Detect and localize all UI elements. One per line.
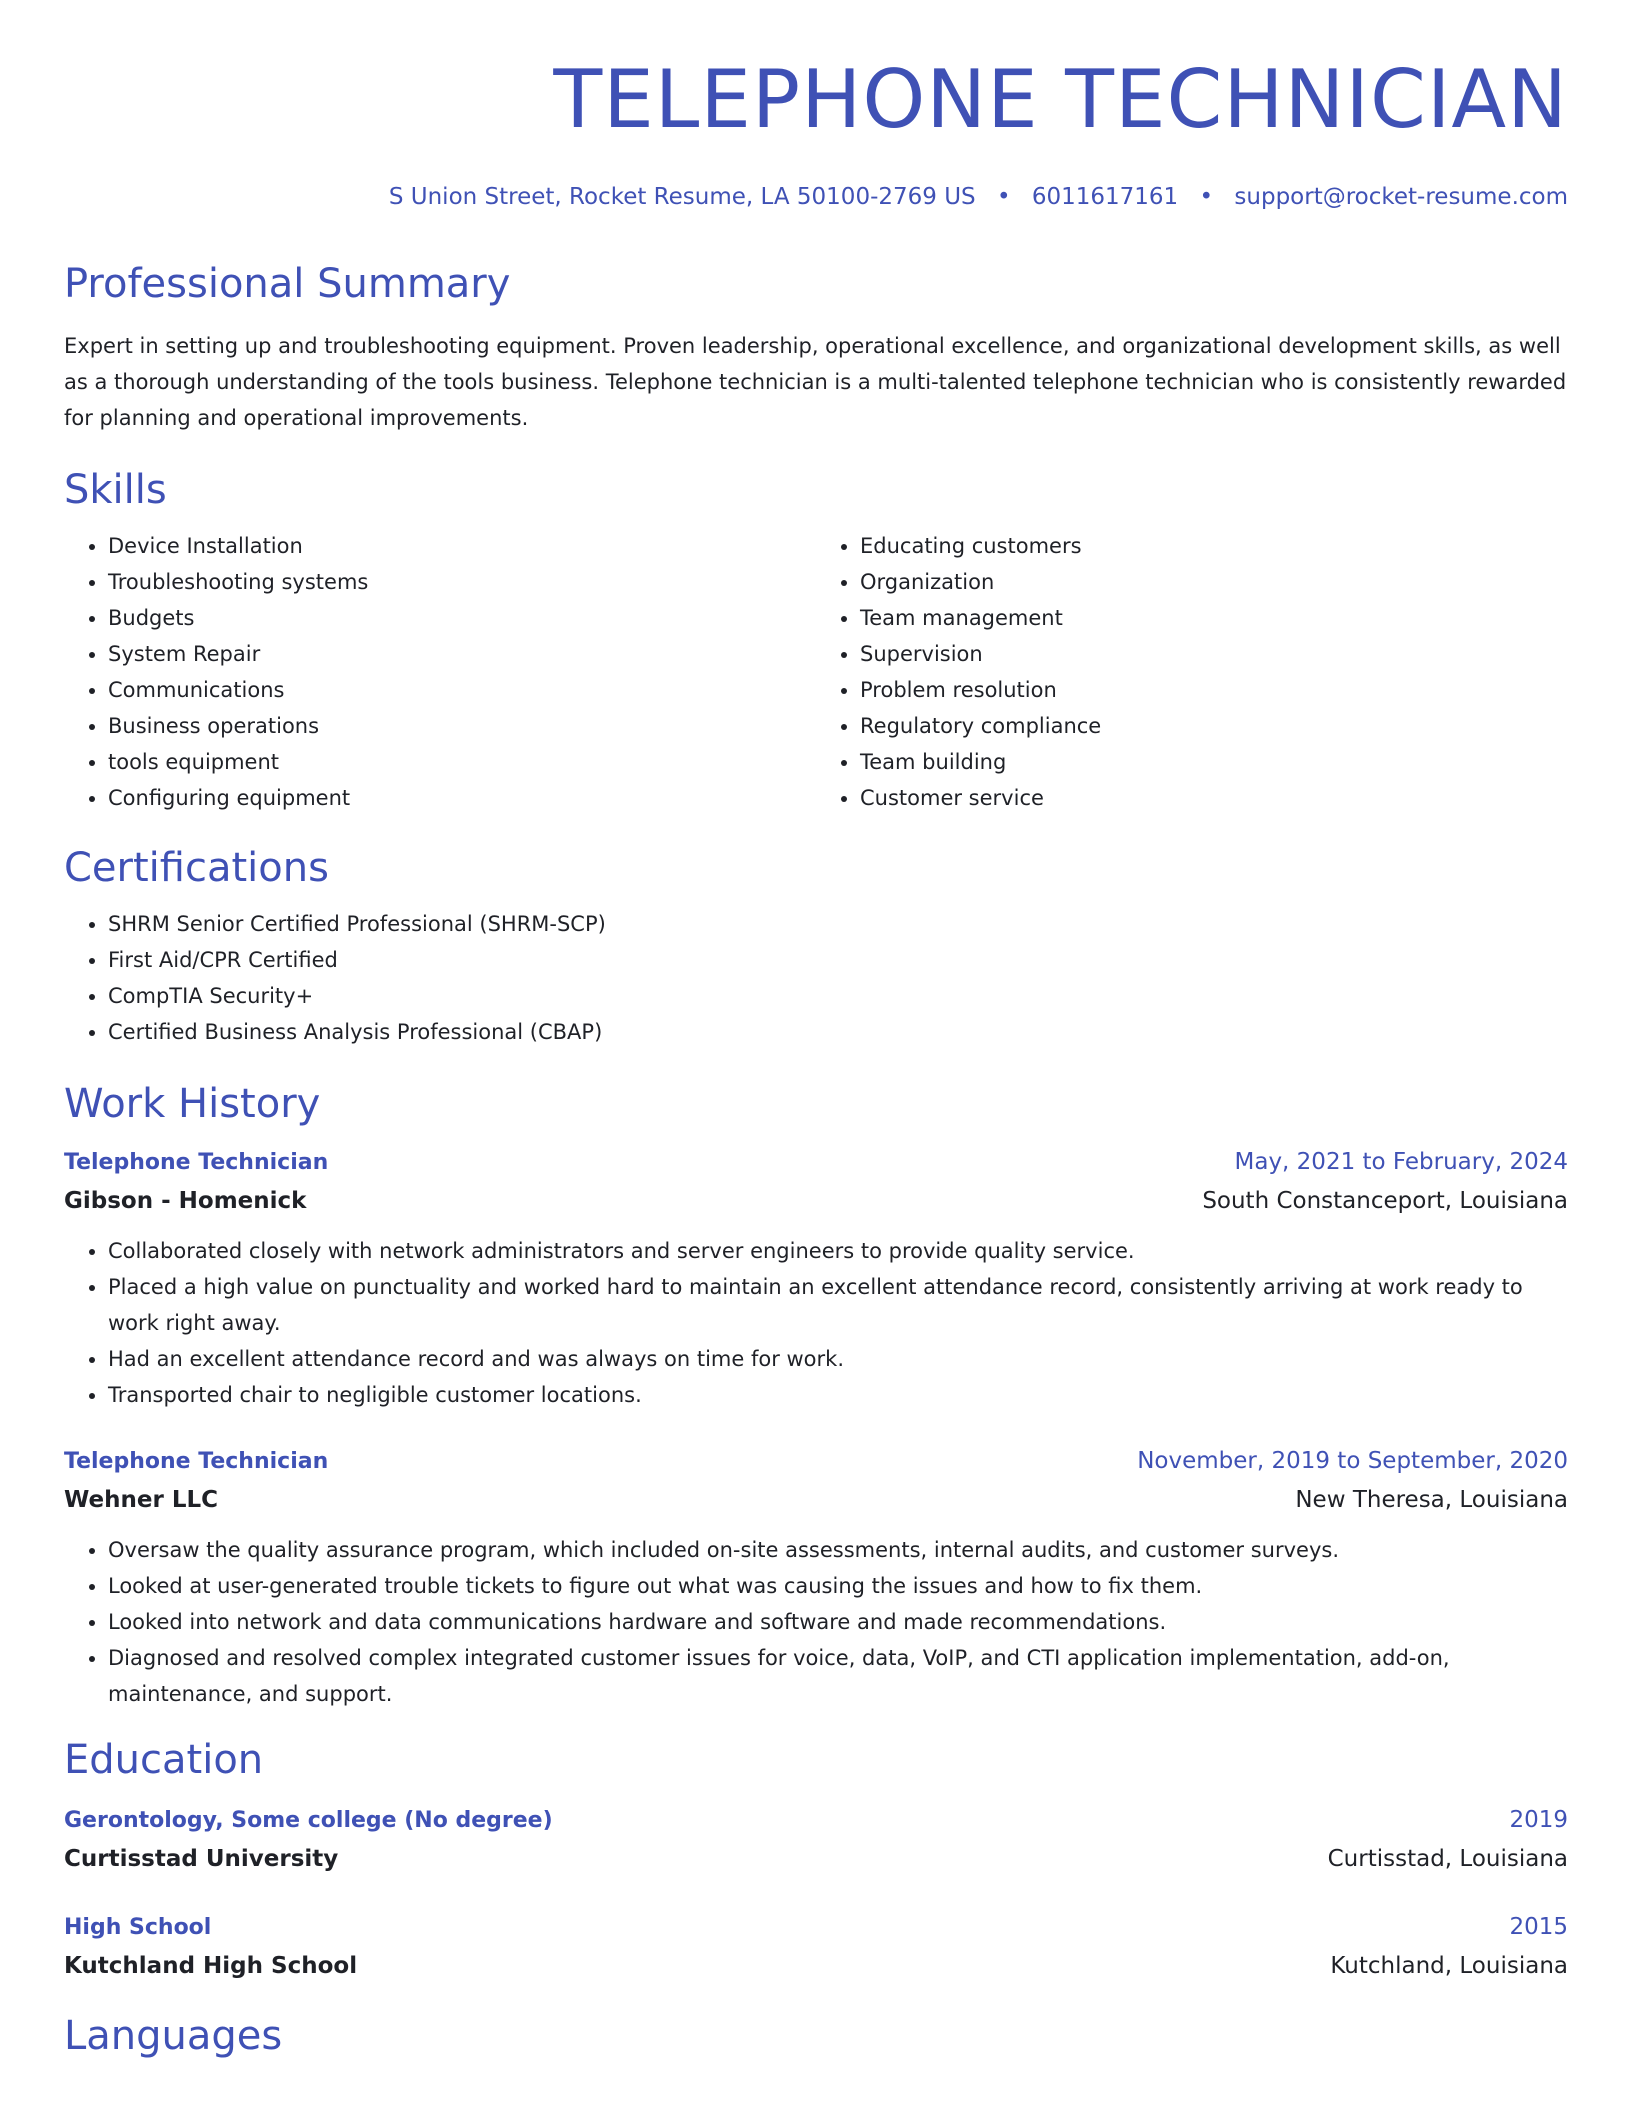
contact-separator: • bbox=[1199, 184, 1214, 210]
job-dates: May, 2021 to February, 2024 bbox=[1234, 1149, 1568, 1175]
job-bullet: • Collaborated closely with network administrators and server engineers to provide quality service. bbox=[108, 1233, 1568, 1269]
job-company: Wehner LLC bbox=[64, 1487, 219, 1513]
job-entry bbox=[64, 1144, 1568, 1413]
job-role: Telephone Technician bbox=[64, 1449, 329, 1474]
education-school-row bbox=[64, 1839, 1568, 1879]
contact-address: S Union Street, Rocket Resume, LA 50100-2769 US bbox=[388, 184, 976, 210]
job-bullet: • Diagnosed and resolved complex integrated customer issues for voice, data, VoIP, and CTI application implementation, add-on, maintenance, and support. bbox=[108, 1640, 1568, 1712]
education-year: 2019 bbox=[1509, 1807, 1568, 1833]
job-location: South Constanceport, Louisiana bbox=[1202, 1188, 1568, 1214]
certification-item: • First Aid/CPR Certified bbox=[108, 942, 1568, 978]
education-header-row bbox=[64, 1909, 1568, 1946]
skills-heading: Skills bbox=[64, 467, 167, 513]
skill-item: • Problem resolution bbox=[860, 672, 1568, 708]
education-location: Curtisstad, Louisiana bbox=[1327, 1846, 1568, 1872]
skill-item: • Configuring equipment bbox=[108, 780, 816, 816]
education-location: Kutchland, Louisiana bbox=[1330, 1953, 1568, 1979]
skill-item: • Educating customers bbox=[860, 528, 1568, 564]
education-degree: Gerontology, Some college (No degree) bbox=[64, 1808, 553, 1833]
education-header-row bbox=[64, 1802, 1568, 1839]
skill-item: • Supervision bbox=[860, 636, 1568, 672]
summary-text: Expert in setting up and troubleshooting equipment. Proven leadership, operational excellence, and organizational development skills, as well as a thorough understanding of the tools business. Telephone technician is a multi-talented telephone technician who is consistently rewarded for planning and operational improvements. bbox=[64, 334, 1567, 430]
certification-item: • SHRM Senior Certified Professional (SHRM-SCP) bbox=[108, 906, 1568, 942]
skill-item: • Team building bbox=[860, 744, 1568, 780]
education-school: Kutchland High School bbox=[64, 1953, 358, 1979]
education-school-row bbox=[64, 1946, 1568, 1986]
contact-phone: 6011617161 bbox=[1031, 184, 1179, 210]
skill-item: • Business operations bbox=[108, 708, 816, 744]
skills-left-list bbox=[64, 528, 816, 816]
job-company: Gibson - Homenick bbox=[64, 1188, 307, 1214]
job-dates: November, 2019 to September, 2020 bbox=[1137, 1448, 1568, 1474]
skill-item: • Communications bbox=[108, 672, 816, 708]
certification-item: • Certified Business Analysis Professional (CBAP) bbox=[108, 1014, 1568, 1050]
job-header-row bbox=[64, 1443, 1568, 1480]
certifications-list bbox=[64, 906, 1568, 1050]
job-company-row bbox=[64, 1480, 1568, 1520]
skills-right-list bbox=[816, 528, 1568, 816]
contact-email[interactable]: support@rocket-resume.com bbox=[1234, 184, 1568, 210]
job-role: Telephone Technician bbox=[64, 1150, 329, 1175]
education-degree: High School bbox=[64, 1915, 212, 1940]
education-heading: Education bbox=[64, 1737, 264, 1783]
skills-columns bbox=[64, 528, 1568, 816]
skill-item: • Troubleshooting systems bbox=[108, 564, 816, 600]
summary-heading: Professional Summary bbox=[64, 261, 511, 307]
skill-item: • Budgets bbox=[108, 600, 816, 636]
job-bullet: • Looked at user-generated trouble tickets to figure out what was causing the issues and how to fix them. bbox=[108, 1568, 1568, 1604]
skill-item: • Device Installation bbox=[108, 528, 816, 564]
job-location: New Theresa, Louisiana bbox=[1295, 1487, 1568, 1513]
education-entry bbox=[64, 1909, 1568, 1986]
skill-item: • Organization bbox=[860, 564, 1568, 600]
education-entry bbox=[64, 1802, 1568, 1879]
contact-line bbox=[64, 184, 1568, 210]
education-year: 2015 bbox=[1509, 1914, 1568, 1940]
contact-separator: • bbox=[996, 184, 1011, 210]
job-bullets bbox=[64, 1532, 1568, 1712]
languages-heading: Languages bbox=[64, 2013, 283, 2059]
job-bullet: • Transported chair to negligible customer locations. bbox=[108, 1377, 1568, 1413]
job-bullet: • Looked into network and data communications hardware and software and made recommendations. bbox=[108, 1604, 1568, 1640]
skill-item: • tools equipment bbox=[108, 744, 816, 780]
skill-item: • System Repair bbox=[108, 636, 816, 672]
job-company-row bbox=[64, 1181, 1568, 1221]
job-bullet: • Oversaw the quality assurance program, which included on-site assessments, internal audits, and customer surveys. bbox=[108, 1532, 1568, 1568]
job-entry bbox=[64, 1443, 1568, 1712]
job-bullet: • Placed a high value on punctuality and worked hard to maintain an excellent attendance record, consistently arriving at work ready to work right away. bbox=[108, 1269, 1568, 1341]
job-header-row bbox=[64, 1144, 1568, 1181]
job-bullets bbox=[64, 1233, 1568, 1413]
skill-item: • Team management bbox=[860, 600, 1568, 636]
work-history-heading: Work History bbox=[64, 1081, 321, 1127]
resume-name: TELEPHONE TECHNICIAN bbox=[553, 53, 1568, 146]
skill-item: • Regulatory compliance bbox=[860, 708, 1568, 744]
certification-item: • CompTIA Security+ bbox=[108, 978, 1568, 1014]
skill-item: • Customer service bbox=[860, 780, 1568, 816]
education-school: Curtisstad University bbox=[64, 1846, 339, 1872]
certifications-heading: Certifications bbox=[64, 845, 329, 891]
job-bullet: • Had an excellent attendance record and was always on time for work. bbox=[108, 1341, 1568, 1377]
